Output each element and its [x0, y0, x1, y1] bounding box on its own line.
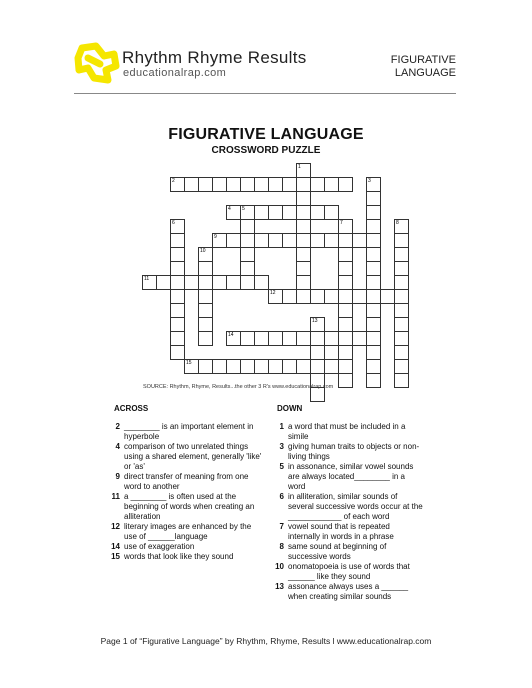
- crossword-cell[interactable]: [282, 233, 297, 248]
- cell-number-4: 4: [228, 206, 231, 212]
- clue-number: 15: [111, 552, 120, 561]
- down-clue-1: [272, 422, 424, 442]
- crossword-cell[interactable]: [254, 275, 269, 290]
- cell-number-14: 14: [228, 332, 234, 338]
- down-clue-7: [272, 522, 424, 542]
- crossword-cell[interactable]: [352, 233, 367, 248]
- clue-text: literary images are enhanced by the use of ______language: [124, 522, 252, 541]
- down-clue-13: [272, 582, 424, 602]
- cell-number-2: 2: [172, 178, 175, 184]
- crossword-cell[interactable]: [282, 205, 297, 220]
- cell-number-11: 11: [144, 276, 150, 282]
- crossword-cell[interactable]: [338, 233, 353, 248]
- cell-number-15: 15: [186, 360, 192, 366]
- crossword-cell[interactable]: [170, 247, 185, 262]
- crossword-cell[interactable]: [338, 289, 353, 304]
- crossword-cell[interactable]: [254, 359, 269, 374]
- crossword-cell[interactable]: [366, 317, 381, 332]
- crossword-cell[interactable]: [352, 289, 367, 304]
- down-clue-10: [272, 562, 424, 582]
- down-clues: [272, 422, 424, 602]
- crossword-cell[interactable]: [338, 261, 353, 276]
- across-clue-4: [108, 442, 264, 472]
- crossword-cell[interactable]: [310, 205, 325, 220]
- crossword-cell[interactable]: [212, 177, 227, 192]
- crossword-cell[interactable]: [310, 345, 325, 360]
- clue-text: direct transfer of meaning from one word to another: [124, 472, 249, 491]
- crossword-cell[interactable]: [324, 331, 339, 346]
- crossword-cell[interactable]: [366, 331, 381, 346]
- crossword-cell[interactable]: [268, 289, 283, 304]
- crossword-cell[interactable]: [296, 331, 311, 346]
- clue-number: 4: [115, 442, 120, 451]
- crossword-cell[interactable]: [198, 261, 213, 276]
- crossword-cell[interactable]: [240, 219, 255, 234]
- crossword-cell[interactable]: [240, 275, 255, 290]
- clue-text: a word that must be included in a simile: [288, 422, 406, 441]
- across-heading: ACROSS: [114, 404, 149, 413]
- clue-text: use of exaggeration: [124, 542, 195, 551]
- crossword-cell[interactable]: [240, 247, 255, 262]
- crossword-cell[interactable]: [394, 219, 409, 234]
- crossword-cell[interactable]: [240, 331, 255, 346]
- clue-text: assonance always uses a ______ when creating similar sounds: [288, 582, 409, 601]
- crossword-cell[interactable]: [282, 359, 297, 374]
- crossword-cell[interactable]: [296, 233, 311, 248]
- crossword-cell[interactable]: [394, 261, 409, 276]
- clue-text: words that look like they sound: [124, 552, 234, 561]
- cell-number-7: 7: [340, 220, 343, 226]
- cell-number-13: 13: [312, 318, 318, 324]
- crossword-cell[interactable]: [254, 331, 269, 346]
- crossword-cell[interactable]: [338, 331, 353, 346]
- crossword-cell[interactable]: [142, 275, 157, 290]
- crossword-cell[interactable]: [366, 219, 381, 234]
- crossword-cell[interactable]: [170, 177, 185, 192]
- crossword-cell[interactable]: [394, 247, 409, 262]
- clue-text: in assonance, similar vowel sounds are always located________ in a word: [288, 462, 414, 491]
- crossword-cell[interactable]: [352, 331, 367, 346]
- crossword-cell[interactable]: [310, 359, 325, 374]
- crossword-cell[interactable]: [310, 331, 325, 346]
- crossword-cell[interactable]: [338, 275, 353, 290]
- crossword-cell[interactable]: [268, 331, 283, 346]
- crossword-cell[interactable]: [394, 275, 409, 290]
- cell-number-5: 5: [242, 206, 245, 212]
- crossword-cell[interactable]: [380, 289, 395, 304]
- crossword-cell[interactable]: [240, 261, 255, 276]
- crossword-cell[interactable]: [212, 233, 227, 248]
- clue-number: 14: [111, 542, 120, 551]
- down-heading: DOWN: [277, 404, 303, 413]
- crossword-cell[interactable]: [226, 233, 241, 248]
- crossword-cell[interactable]: [240, 233, 255, 248]
- crossword-cell[interactable]: [170, 317, 185, 332]
- clue-text: comparison of two unrelated things using a shared element, generally 'like' or 'as': [124, 442, 262, 471]
- crossword-cell[interactable]: [366, 275, 381, 290]
- across-clue-2: [108, 422, 264, 442]
- clue-number: 7: [279, 522, 284, 531]
- crossword-cell[interactable]: [324, 289, 339, 304]
- brand-title: Rhythm Rhyme Results: [122, 48, 307, 67]
- down-clue-5: [272, 462, 424, 492]
- down-clue-6: [272, 492, 424, 522]
- source-note: SOURCE: Rhythm, Rhyme, Results...the other 3 R's www.educationalrap.com: [143, 384, 334, 390]
- crossword-cell[interactable]: [338, 317, 353, 332]
- clue-number: 8: [279, 542, 284, 551]
- crossword-cell[interactable]: [156, 275, 171, 290]
- clue-number: 9: [115, 472, 120, 481]
- cell-number-10: 10: [200, 248, 206, 254]
- cell-number-3: 3: [368, 178, 371, 184]
- crossword-cell[interactable]: [310, 177, 325, 192]
- crossword-cell[interactable]: [198, 317, 213, 332]
- crossword-cell[interactable]: [198, 247, 213, 262]
- cell-number-12: 12: [270, 290, 276, 296]
- crossword-cell[interactable]: [296, 275, 311, 290]
- clue-number: 10: [275, 562, 284, 571]
- crossword-cell[interactable]: [338, 373, 353, 388]
- crossword-cell[interactable]: [282, 331, 297, 346]
- brand-url: educationalrap.com: [123, 67, 227, 79]
- crossword-cell[interactable]: [394, 289, 409, 304]
- across-clues: [108, 422, 264, 562]
- crossword-cell[interactable]: [366, 233, 381, 248]
- crossword-cell[interactable]: [394, 233, 409, 248]
- crossword-cell[interactable]: [366, 359, 381, 374]
- crossword-cell[interactable]: [296, 191, 311, 206]
- crossword-cell[interactable]: [296, 261, 311, 276]
- crossword-cell[interactable]: [198, 303, 213, 318]
- crossword-cell[interactable]: [394, 317, 409, 332]
- crossword-cell[interactable]: [170, 345, 185, 360]
- crossword-cell[interactable]: [240, 177, 255, 192]
- cell-number-9: 9: [214, 234, 217, 240]
- crossword-cell[interactable]: [268, 205, 283, 220]
- cell-number-1: 1: [298, 164, 301, 170]
- clue-number: 12: [111, 522, 120, 531]
- crossword-cell[interactable]: [296, 247, 311, 262]
- clue-number: 3: [279, 442, 284, 451]
- document-label-line1: FIGURATIVE: [390, 54, 456, 66]
- crossword-cell[interactable]: [226, 177, 241, 192]
- crossword-cell[interactable]: [394, 345, 409, 360]
- crossword-cell[interactable]: [212, 275, 227, 290]
- clue-text: giving human traits to objects or non-living things: [288, 442, 420, 461]
- clue-text: same sound at beginning of successive words: [288, 542, 387, 561]
- clue-number: 5: [279, 462, 284, 471]
- crossword-cell[interactable]: [296, 177, 311, 192]
- crossword-cell[interactable]: [170, 331, 185, 346]
- across-clue-12: [108, 522, 264, 542]
- crossword-cell[interactable]: [254, 233, 269, 248]
- crossword-cell[interactable]: [296, 205, 311, 220]
- crossword-cell[interactable]: [394, 303, 409, 318]
- crossword-cell[interactable]: [240, 359, 255, 374]
- crossword-cell[interactable]: [170, 289, 185, 304]
- clue-number: 11: [111, 492, 120, 501]
- crossword-cell[interactable]: [296, 163, 311, 178]
- across-clue-15: [108, 552, 264, 562]
- crossword-cell[interactable]: [338, 247, 353, 262]
- crossword-cell[interactable]: [366, 303, 381, 318]
- document-label-line2: LANGUAGE: [394, 67, 456, 79]
- cell-number-8: 8: [396, 220, 399, 226]
- crossword-cell[interactable]: [198, 177, 213, 192]
- crossword-cell[interactable]: [226, 331, 241, 346]
- crossword-cell[interactable]: [324, 359, 339, 374]
- crossword-cell[interactable]: [366, 373, 381, 388]
- across-clue-14: [108, 542, 264, 552]
- crossword-cell[interactable]: [198, 359, 213, 374]
- crossword-cell[interactable]: [268, 177, 283, 192]
- crossword-cell[interactable]: [310, 233, 325, 248]
- crossword-cell[interactable]: [366, 247, 381, 262]
- crossword-cell[interactable]: [366, 289, 381, 304]
- crossword-cell[interactable]: [296, 289, 311, 304]
- crossword-cell[interactable]: [170, 261, 185, 276]
- crossword-cell[interactable]: [226, 205, 241, 220]
- crossword-cell[interactable]: [184, 177, 199, 192]
- clue-text: ________ is an important element in hyperbole: [124, 422, 254, 441]
- crossword-cell[interactable]: [310, 289, 325, 304]
- crossword-cell[interactable]: [366, 261, 381, 276]
- clue-text: vowel sound that is repeated internally in words in a phrase: [288, 522, 394, 541]
- crossword-cell[interactable]: [394, 331, 409, 346]
- crossword-cell[interactable]: [394, 359, 409, 374]
- clue-number: 6: [279, 492, 284, 501]
- crossword-cell[interactable]: [198, 289, 213, 304]
- crossword-cell[interactable]: [366, 191, 381, 206]
- across-clue-11: [108, 492, 264, 522]
- crossword-cell[interactable]: [268, 233, 283, 248]
- crossword-cell[interactable]: [254, 205, 269, 220]
- crossword-cell[interactable]: [240, 205, 255, 220]
- clue-number: 1: [279, 422, 284, 431]
- crossword-cell[interactable]: [170, 219, 185, 234]
- crossword-cell[interactable]: [184, 359, 199, 374]
- crossword-cell[interactable]: [338, 177, 353, 192]
- crossword-cell[interactable]: [198, 331, 213, 346]
- clue-text: a ________ is often used at the beginning of words when creating an alliteration: [124, 492, 255, 521]
- crossword-cell[interactable]: [338, 303, 353, 318]
- crossword-cell[interactable]: [184, 275, 199, 290]
- crossword-cell[interactable]: [324, 233, 339, 248]
- cell-number-6: 6: [172, 220, 175, 226]
- page-footer: Page 1 of “Figurative Language” by Rhythm, Rhyme, Results l www.educationalrap.com: [100, 636, 432, 646]
- crossword-cell[interactable]: [226, 359, 241, 374]
- crossword-cell[interactable]: [338, 345, 353, 360]
- crossword-cell[interactable]: [282, 289, 297, 304]
- page-subtitle: CROSSWORD PUZZLE: [211, 145, 321, 156]
- crossword-cell[interactable]: [198, 275, 213, 290]
- crossword-cell[interactable]: [226, 275, 241, 290]
- crossword-cell[interactable]: [296, 359, 311, 374]
- crossword-cell[interactable]: [212, 359, 227, 374]
- crossword-cell[interactable]: [338, 219, 353, 234]
- crossword-cell[interactable]: [170, 233, 185, 248]
- crossword-cell[interactable]: [394, 373, 409, 388]
- crossword-cell[interactable]: [366, 177, 381, 192]
- clue-number: 13: [275, 582, 284, 591]
- crossword-cell[interactable]: [324, 205, 339, 220]
- crossword-cell[interactable]: [170, 303, 185, 318]
- crossword-cell[interactable]: [366, 205, 381, 220]
- clue-text: onomatopoeia is use of words that ______ like they sound: [288, 562, 410, 581]
- crossword-cell[interactable]: [254, 177, 269, 192]
- crossword-cell[interactable]: [338, 359, 353, 374]
- crossword-cell[interactable]: [366, 345, 381, 360]
- crossword-cell[interactable]: [310, 317, 325, 332]
- crossword-cell[interactable]: [324, 177, 339, 192]
- crossword-cell[interactable]: [268, 359, 283, 374]
- crossword-cell[interactable]: [170, 275, 185, 290]
- down-clue-8: [272, 542, 424, 562]
- clue-text: in alliteration, similar sounds of several successive words occur at the ____________ of each word: [288, 492, 423, 521]
- down-clue-3: [272, 442, 424, 462]
- clue-number: 2: [115, 422, 120, 431]
- crossword-cell[interactable]: [282, 177, 297, 192]
- crossword-cell[interactable]: [296, 219, 311, 234]
- across-clue-9: [108, 472, 264, 492]
- page-title: FIGURATIVE LANGUAGE: [168, 126, 364, 143]
